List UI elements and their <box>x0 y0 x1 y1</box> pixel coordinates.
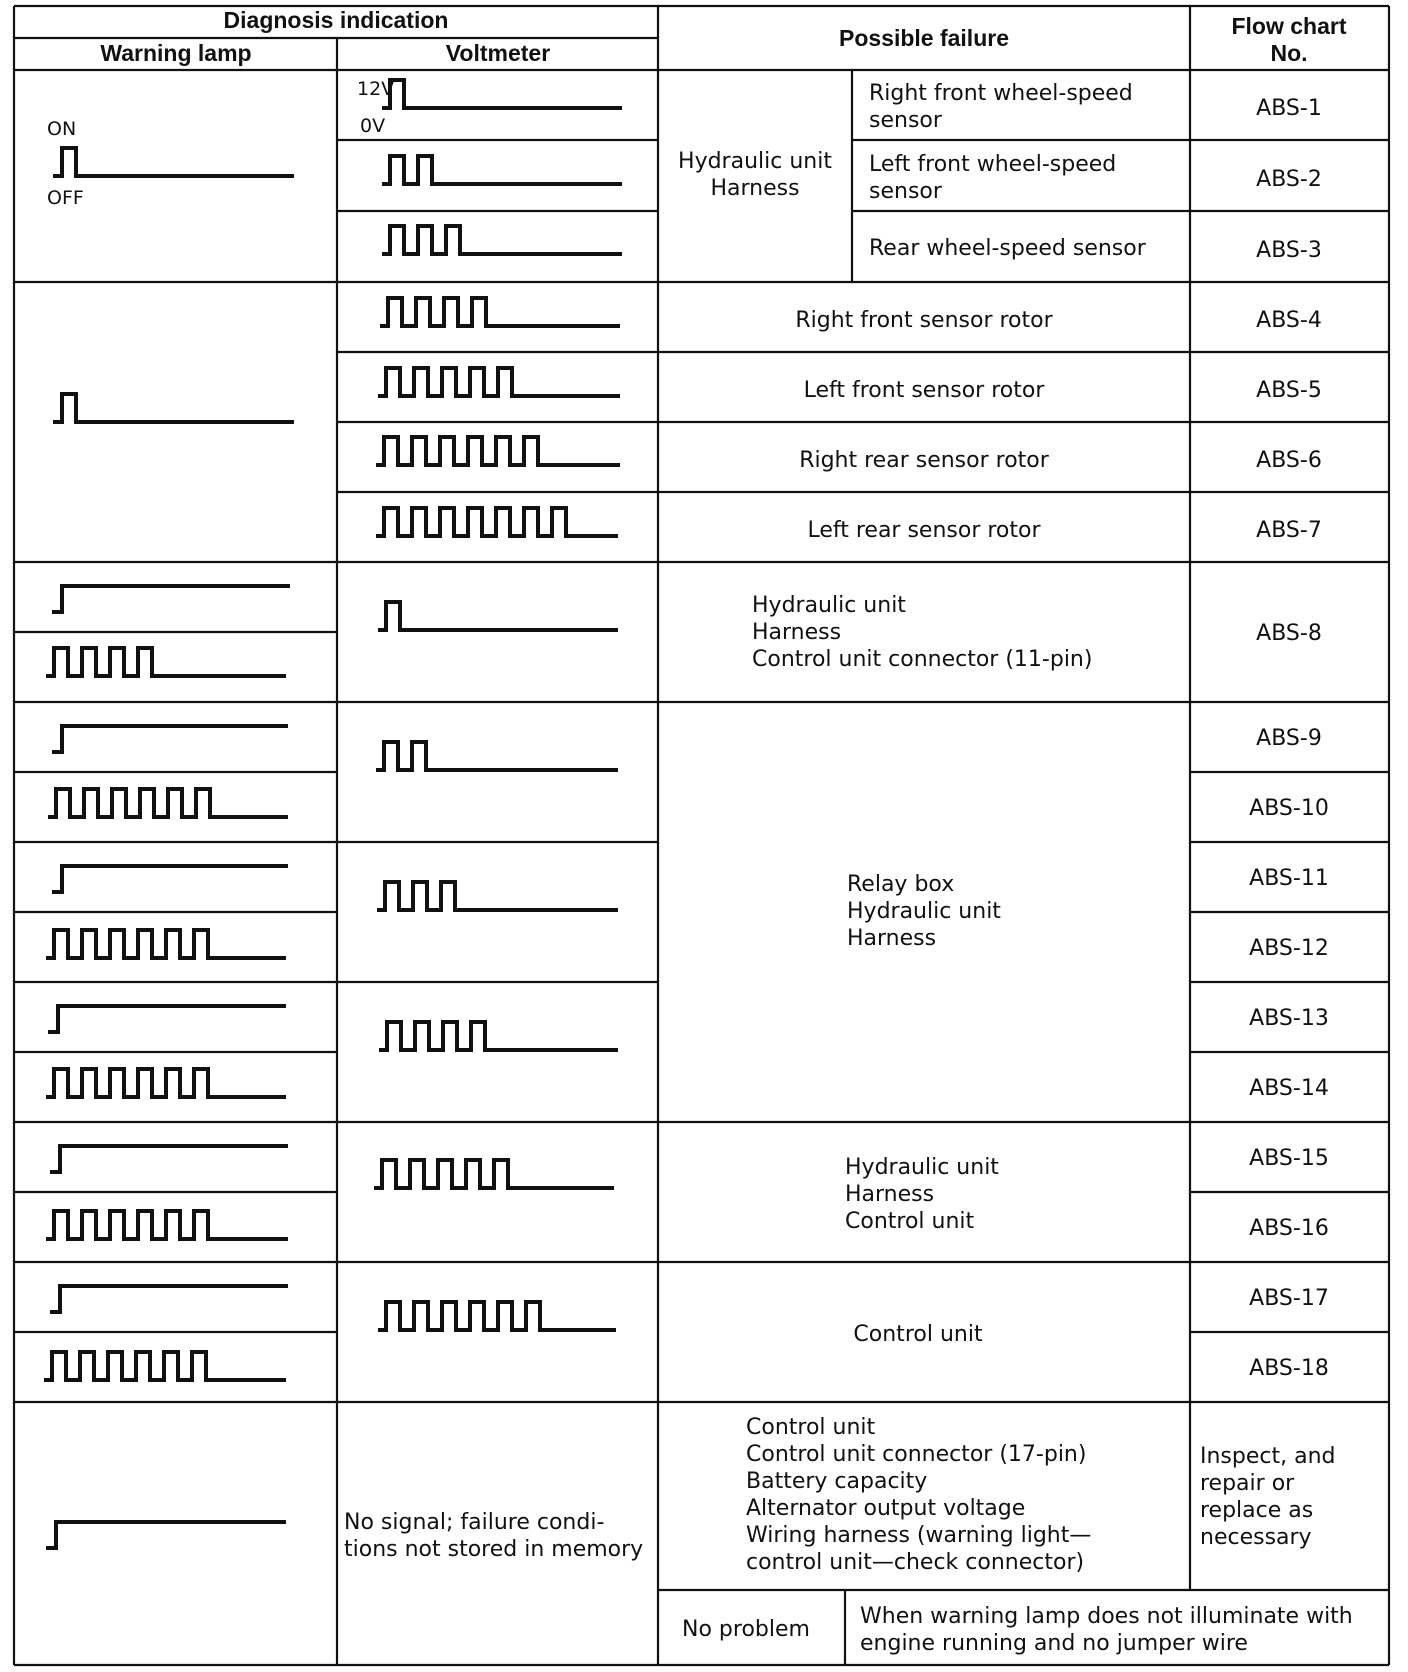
voltmeter-pulse-train <box>380 298 620 326</box>
flow-code: ABS-1 <box>1256 96 1322 121</box>
failure-relay: Hydraulic unit <box>847 899 1001 924</box>
failure-last: Alternator output voltage <box>746 1496 1026 1521</box>
no-problem-label: No problem <box>682 1617 810 1642</box>
lamp-pulse-train <box>44 1352 286 1380</box>
lamp-off-label: OFF <box>47 187 84 209</box>
diagnosis-indication-header: Diagnosis indication <box>223 7 449 33</box>
inspect-text: necessary <box>1200 1525 1312 1550</box>
no-signal-text: No signal; failure condi- <box>344 1510 605 1535</box>
failure-control-only: Control unit <box>853 1322 983 1347</box>
lamp-step-on-final <box>46 1522 286 1548</box>
flow-code: ABS-5 <box>1256 378 1322 403</box>
volt-12v-label: 12V <box>357 78 395 100</box>
flow-code: ABS-6 <box>1256 448 1322 473</box>
lamp-on-label: ON <box>47 118 77 140</box>
voltmeter-pulse-train <box>376 437 620 465</box>
lamp-pulse-single-2 <box>53 394 294 422</box>
flow-code: ABS-10 <box>1249 796 1329 821</box>
lamp-step-on <box>52 866 288 892</box>
voltmeter-pulse-train <box>376 508 618 536</box>
rotor-right-rear: Right rear sensor rotor <box>799 448 1049 473</box>
flow-code: ABS-18 <box>1249 1356 1329 1381</box>
voltmeter-pulse-train <box>382 156 622 184</box>
possible-failure-header: Possible failure <box>838 25 1010 51</box>
no-problem-note: When warning lamp does not illuminate with <box>860 1604 1353 1629</box>
failure-hydraulic-unit: Hydraulic unit <box>678 149 832 174</box>
failure-relay: Relay box <box>847 872 955 897</box>
failure-harness: Harness <box>710 176 800 201</box>
flow-code: ABS-15 <box>1249 1146 1329 1171</box>
failure-abs8: Control unit connector (11-pin) <box>752 647 1093 672</box>
lamp-step-on <box>52 586 290 612</box>
lamp-step-on <box>52 726 288 752</box>
failure-relay: Harness <box>847 926 937 951</box>
voltmeter-pulse-train <box>378 602 618 630</box>
inspect-text: Inspect, and <box>1200 1444 1336 1469</box>
voltmeter-pulse-train <box>374 1160 614 1188</box>
no-signal-text: tions not stored in memory <box>344 1537 644 1562</box>
flow-code: ABS-14 <box>1249 1076 1329 1101</box>
voltmeter-pulse-train <box>382 80 622 108</box>
sensor-left-front: sensor <box>869 179 942 204</box>
lamp-pulse-train <box>46 1211 288 1239</box>
lamp-step-on <box>50 1286 288 1312</box>
rotor-right-front: Right front sensor rotor <box>795 308 1053 333</box>
flow-code: ABS-2 <box>1256 167 1322 192</box>
voltmeter-pulse-train <box>382 226 622 254</box>
voltmeter-pulse-train <box>378 368 620 396</box>
failure-abs8: Hydraulic unit <box>752 593 906 618</box>
flow-code: ABS-11 <box>1249 866 1329 891</box>
flow-chart-codes <box>1249 96 1329 1381</box>
no-problem-note: engine running and no jumper wire <box>860 1631 1248 1656</box>
flow-code: ABS-16 <box>1249 1216 1329 1241</box>
warning-lamp-header: Warning lamp <box>100 40 252 66</box>
rotor-left-rear: Left rear sensor rotor <box>807 518 1041 543</box>
voltmeter-pulse-train <box>379 1022 618 1050</box>
table-grid <box>14 6 1389 1665</box>
failure-last: Control unit <box>746 1415 876 1440</box>
flow-code: ABS-7 <box>1256 518 1322 543</box>
flow-code: ABS-12 <box>1249 936 1329 961</box>
lamp-pulse-train <box>48 789 288 817</box>
rotor-left-front: Left front sensor rotor <box>803 378 1045 403</box>
failure-last: Wiring harness (warning light— <box>746 1523 1092 1548</box>
lamp-pulse-train <box>46 1069 286 1097</box>
flow-chart-header: Flow chart <box>1231 13 1347 39</box>
flow-code: ABS-13 <box>1249 1006 1329 1031</box>
flow-code: ABS-3 <box>1256 238 1322 263</box>
sensor-rear: Rear wheel-speed sensor <box>869 236 1146 261</box>
lamp-pulse-train <box>46 648 286 676</box>
failure-last: Battery capacity <box>746 1469 928 1494</box>
sensor-right-front: sensor <box>869 108 942 133</box>
voltmeter-header: Voltmeter <box>445 40 551 66</box>
voltmeter-pulse-train <box>376 742 618 770</box>
volt-0v-label: 0V <box>360 115 386 137</box>
inspect-text: replace as <box>1200 1498 1314 1523</box>
failure-control-group: Hydraulic unit <box>845 1155 999 1180</box>
flow-code: ABS-9 <box>1256 726 1322 751</box>
failure-abs8: Harness <box>752 620 842 645</box>
lamp-pulse-train <box>46 930 286 958</box>
failure-control-group: Harness <box>845 1182 935 1207</box>
failure-last: Control unit connector (17-pin) <box>746 1442 1087 1467</box>
voltmeter-waveforms <box>374 80 622 1330</box>
flow-code: ABS-17 <box>1249 1286 1329 1311</box>
failure-control-group: Control unit <box>845 1209 975 1234</box>
inspect-text: repair or <box>1200 1471 1295 1496</box>
voltmeter-pulse-train <box>378 1302 616 1330</box>
failure-last: control unit—check connector) <box>746 1550 1085 1575</box>
sensor-left-front: Left front wheel-speed <box>869 152 1117 177</box>
flow-chart-header-no: No. <box>1270 40 1308 66</box>
lamp-waveforms <box>44 148 294 1548</box>
lamp-step-on <box>50 1146 288 1172</box>
voltmeter-pulse-train <box>377 882 618 910</box>
flow-code: ABS-8 <box>1256 621 1322 646</box>
flow-code: ABS-4 <box>1256 308 1322 333</box>
lamp-pulse-single-1 <box>53 148 294 176</box>
sensor-right-front: Right front wheel-speed <box>869 81 1133 106</box>
lamp-step-on <box>48 1006 286 1032</box>
